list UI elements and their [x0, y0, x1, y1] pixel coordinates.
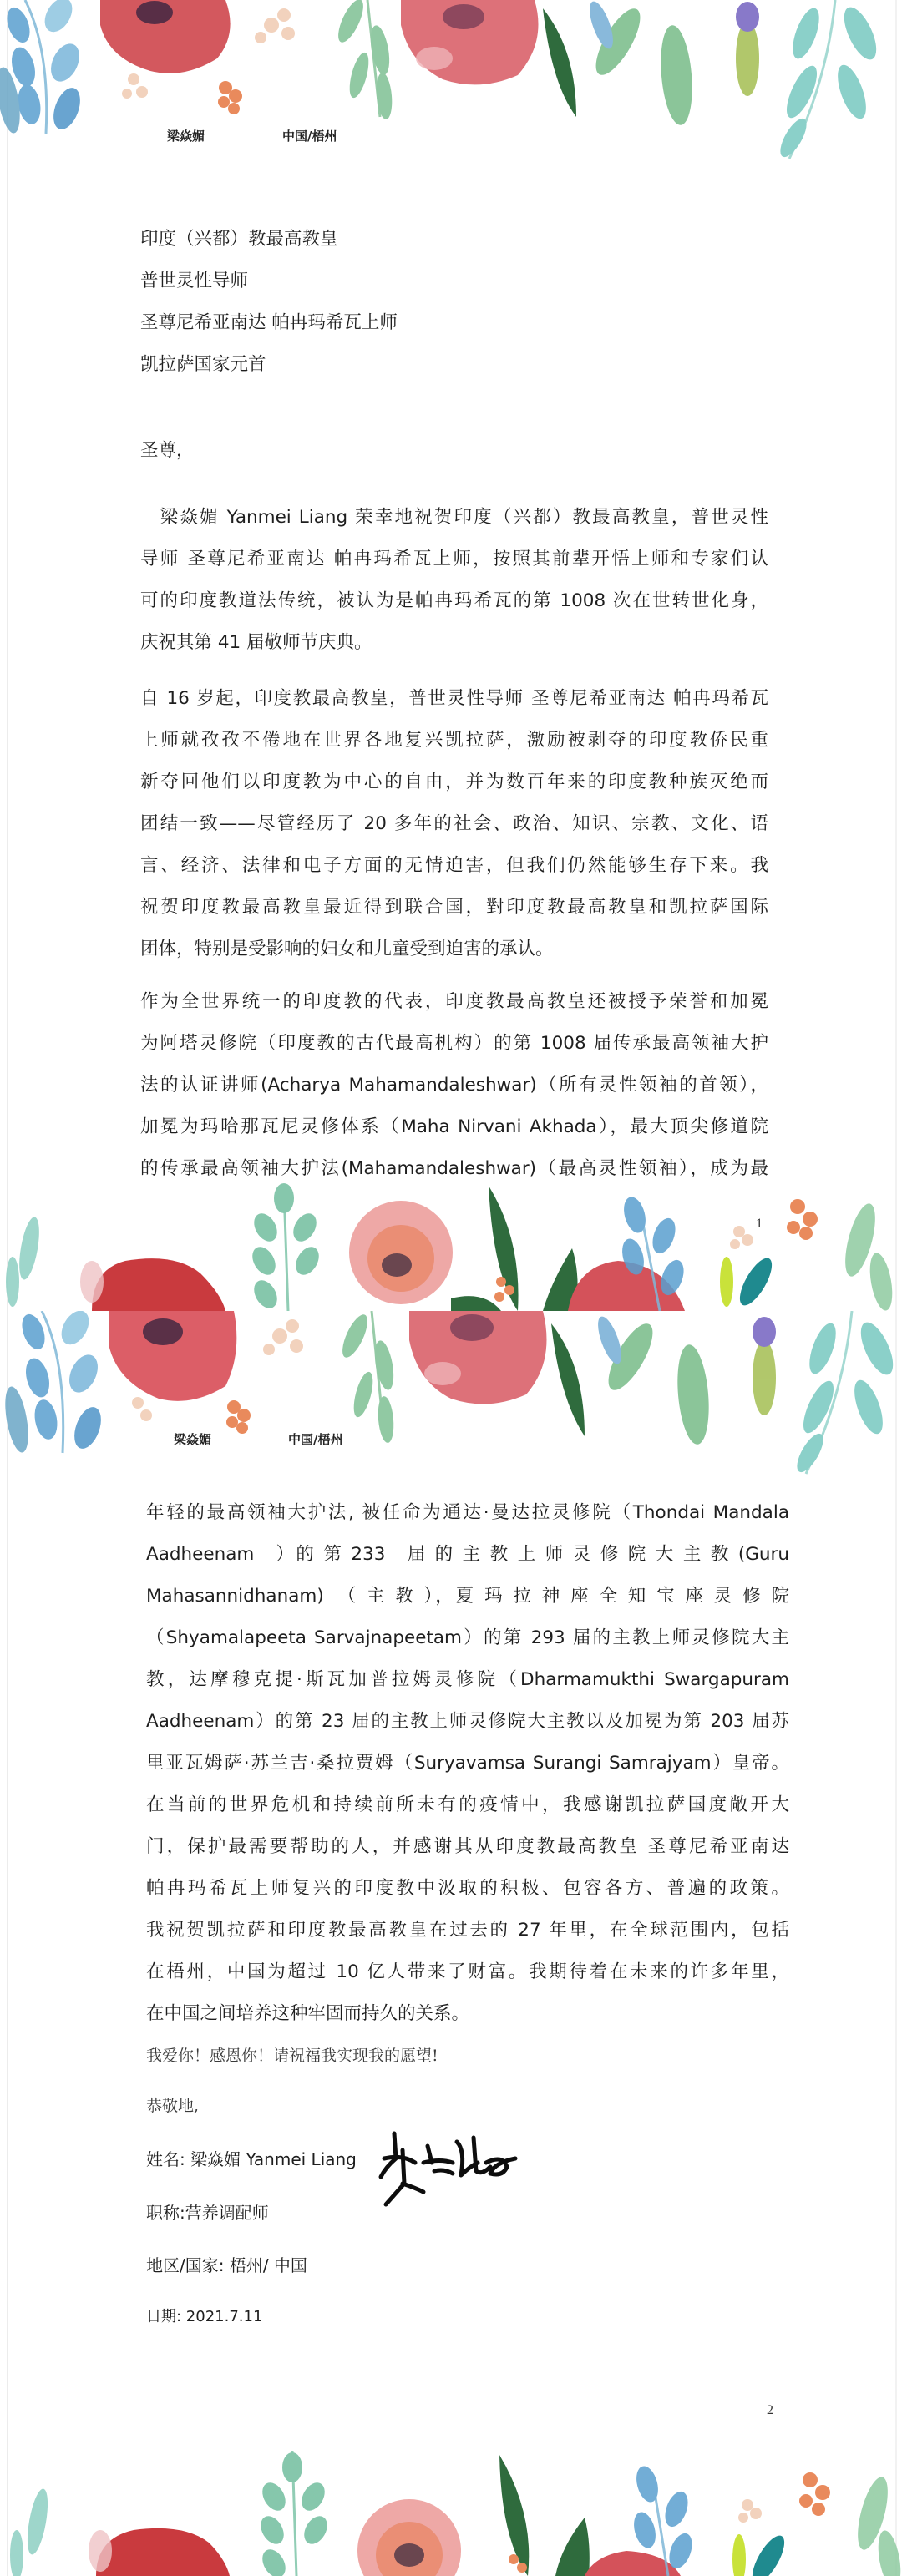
dark-leaf-icon — [499, 2455, 590, 2576]
paragraph-line: 门，保护最需要帮助的人，并感谢其从印度教最高教皇 圣尊尼希亚南达 — [146, 1836, 789, 1857]
teal-leaves-icon — [10, 2487, 52, 2576]
teal-leaves-icon — [775, 0, 883, 161]
poppy-flower-icon — [100, 0, 231, 73]
paragraph-titles — [140, 981, 768, 1190]
signer-name-field: 姓名: 梁焱媚 Yanmei Liang — [146, 2149, 357, 2169]
small-flower-icon — [122, 8, 295, 99]
signer-title-field: 职称:营养调配师 — [146, 2203, 269, 2223]
blue-leaves-icon — [0, 0, 85, 134]
peach-flower-icon — [738, 2499, 762, 2523]
handwritten-signature-icon — [378, 2125, 519, 2209]
blue-leaves-icon — [619, 1195, 688, 1311]
page-number: 2 — [767, 2403, 773, 2417]
page-number: 1 — [756, 1217, 763, 1231]
paragraph-line: 可的印度教道法传统，被认为是帕冉玛希瓦的第 1008 次在世转世化身， — [140, 590, 768, 611]
poppy-flower-icon — [109, 1311, 236, 1401]
orange-flower-icon — [226, 1400, 251, 1434]
orange-flower-icon — [218, 81, 242, 114]
paragraph-line: 年轻的最高领袖大护法, 被任命为通达·曼达拉灵修院（Thondai Mandala — [146, 1502, 789, 1523]
recipient-line: 普世灵性导师 — [140, 271, 249, 291]
signer-region-field: 地区/国家: 梧州/ 中国 — [146, 2255, 307, 2275]
blue-leaves-icon — [1, 1311, 106, 1454]
dark-leaf-icon — [451, 1186, 578, 1311]
paragraph-continued — [146, 1492, 789, 2035]
paragraph-line: 为阿塔灵修院（印度教的古代最高机构）的第 1008 届传承最高领袖大护 — [140, 1033, 768, 1054]
paragraph-line: 在中国之间培养这种牢固而持久的关系。 — [146, 2003, 470, 2024]
teal-leaf-icon — [720, 1253, 778, 1309]
paragraph-line: 的传承最高领袖大护法(Mahamandaleshwar)（最高灵性领袖），成为最 — [140, 1158, 768, 1179]
poppy-flower-icon — [568, 1261, 685, 1311]
peach-flower-icon — [730, 1226, 753, 1249]
paragraph-line: Mahasannidhanam) （ 主 教 ），夏 玛 拉 神 座 全 知 宝 座 灵 修 院 — [146, 1586, 789, 1607]
recipient-block — [140, 219, 398, 386]
green-leaves-icon — [585, 0, 759, 126]
poppy-flower-icon — [80, 1258, 226, 1311]
page-edge — [7, 1311, 8, 2576]
rose-flower-icon — [401, 0, 539, 84]
paragraph-line: Aadheenam ）的 第 233 届 的 主 教 上 师 灵 修 院 大 主 教 (Guru — [146, 1544, 789, 1565]
recipient-line: 圣尊尼希亚南达 帕冉玛希瓦上师 — [140, 312, 398, 333]
green-leaves-icon — [839, 1201, 896, 1311]
paragraph-line: 言、经济、法律和电子方面的无情迫害，但我们仍然能够生存下来。我 — [140, 855, 768, 876]
orange-flower-icon — [509, 2472, 830, 2573]
letter-page-2 — [0, 1311, 902, 2576]
paragraph-line: 帕冉玛希瓦上师复兴的印度教中汲取的积极、包容各方、普遍的政策。 — [146, 1878, 789, 1899]
poppy-flower-icon — [585, 2551, 681, 2576]
recipient-line: 凯拉萨国家元首 — [140, 354, 266, 375]
paragraph-line: 梁焱媚 Yanmei Liang 荣幸地祝贺印度（兴都）教最高教皇，普世灵性 — [140, 507, 768, 528]
paragraph-line: 团体，特别是受影响的妇女和儿童受到迫害的承认。 — [140, 939, 554, 959]
green-leaves-icon — [256, 2451, 332, 2576]
teal-leaf-icon — [732, 2531, 790, 2576]
header-sender-location: 中国/梧州 — [288, 1432, 343, 1447]
rose-flower-icon — [409, 1311, 547, 1404]
paragraph-line: 在梧州，中国为超过 10 亿人带来了财富。我期待着在未来的许多年里， — [146, 1961, 789, 1982]
dark-leaf-icon — [551, 1323, 585, 1436]
paragraph-line: 法的认证讲师(Acharya Mahamandaleshwar)（所有灵性领袖的首领）， — [140, 1075, 768, 1096]
green-leaves-icon — [593, 1313, 776, 1445]
paragraph-line: 加冕为玛哈那瓦尼灵修体系（Maha Nirvani Akhada），最大顶尖修道院 — [140, 1116, 768, 1137]
small-flower-icon — [132, 1319, 303, 1421]
teal-leaves-icon — [6, 1216, 43, 1307]
poppy-flower-icon — [89, 2528, 230, 2576]
paragraph-line: 新夺回他们以印度教为中心的自由，并为数百年来的印度教种族灭绝而 — [140, 772, 768, 792]
closing-wish: 我爱你！感恩你！请祝福我实现我的愿望! — [146, 2047, 438, 2065]
blue-leaves-icon — [631, 2464, 697, 2576]
teal-leaves-icon — [792, 1311, 899, 1476]
floral-footer-decoration — [0, 2405, 902, 2576]
paragraph-line: Aadheenam）的第 23 届的主教上师灵修院大主教以及加冕为第 203 届苏 — [146, 1711, 789, 1732]
paragraph-congratulations — [140, 497, 768, 664]
green-leaves-icon — [852, 2474, 902, 2576]
green-leaves-icon — [337, 1311, 397, 1444]
green-leaves-icon — [248, 1183, 324, 1311]
paragraph-line: 教，达摩穆克提·斯瓦加普拉姆灵修院（Dharmamukthi Swargapuram — [146, 1669, 789, 1690]
paragraph-line: 作为全世界统一的印度教的代表，印度教最高教皇还被授予荣誉和加冕 — [140, 991, 768, 1012]
rose-flower-icon — [349, 1201, 453, 1304]
rose-flower-icon — [357, 2499, 461, 2576]
paragraph-line: （Shyamalapeeta Sarvajnapeetam）的第 293 届的主教上师灵修院大主 — [146, 1627, 789, 1648]
orange-flower-icon — [494, 1199, 818, 1302]
green-leaves-icon — [333, 0, 393, 120]
paragraph-line: 里亚瓦姆萨·苏兰吉·桑拉贾姆（Suryavamsa Surangi Samrajyam）皇帝。 — [146, 1753, 789, 1774]
paragraph-history — [140, 678, 768, 970]
paragraph-line: 在当前的世界危机和持续前所未有的疫情中，我感谢凯拉萨国度敞开大 — [146, 1794, 789, 1815]
paragraph-line: 庆祝其第 41 届敬师节庆典。 — [140, 632, 372, 653]
closing-respectfully: 恭敬地, — [146, 2097, 200, 2115]
salutation: 圣尊， — [140, 440, 195, 461]
paragraph-line: 祝贺印度教最高教皇最近得到联合国，對印度教最高教皇和凯拉萨国际 — [140, 897, 768, 918]
paragraph-line: 导师 圣尊尼希亚南达 帕冉玛希瓦上师，按照其前辈开悟上师和专家们认 — [140, 549, 768, 569]
page-edge — [895, 1311, 897, 2576]
paragraph-line: 团结一致——尽管经历了 20 多年的社会、政治、知识、宗教、文化、语 — [140, 813, 768, 834]
paragraph-line: 我祝贺凯拉萨和印度教最高教皇在过去的 27 年里，在全球范围内，包括 — [146, 1920, 789, 1941]
floral-header-decoration — [0, 0, 902, 175]
paragraph-line: 自 16 岁起，印度教最高教皇，普世灵性导师 圣尊尼希亚南达 帕冉玛希瓦 — [140, 688, 768, 709]
recipient-line: 印度（兴都）教最高教皇 — [140, 229, 338, 250]
paragraph-line: 上师就孜孜不倦地在世界各地复兴凯拉萨，激励被剥夺的印度教侨民重 — [140, 730, 768, 751]
letter-date-field: 日期: 2021.7.11 — [146, 2308, 263, 2325]
header-sender-location: 中国/梧州 — [282, 129, 337, 144]
page-edge — [7, 0, 8, 1311]
header-sender-name: 梁焱媚 — [174, 1432, 212, 1447]
page-edge — [895, 0, 897, 1311]
header-sender-name: 梁焱媚 — [167, 129, 205, 144]
dark-leaf-icon — [543, 8, 576, 117]
floral-footer-decoration — [0, 1182, 902, 1311]
floral-header-decoration — [0, 1311, 902, 1478]
